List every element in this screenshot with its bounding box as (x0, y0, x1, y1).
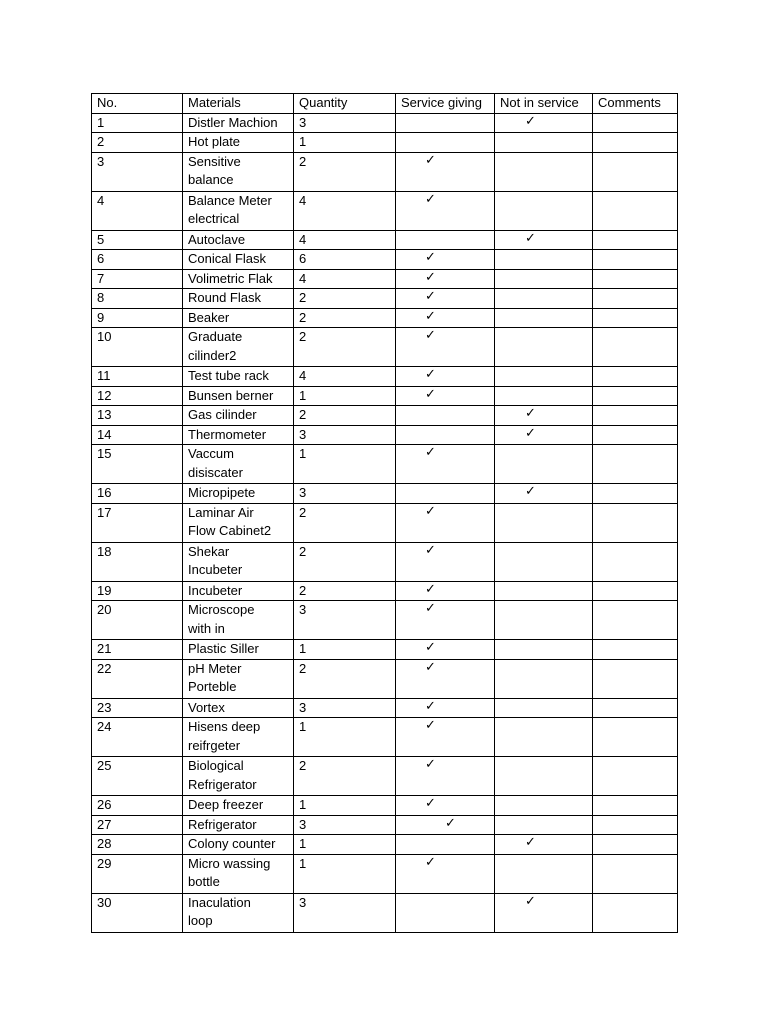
quantity-cell: 6 (294, 250, 396, 270)
row-number-cell: 4 (92, 191, 183, 230)
row-number-cell: 9 (92, 308, 183, 328)
comments-cell (593, 113, 678, 133)
row-number-cell: 27 (92, 815, 183, 835)
comments-cell (593, 601, 678, 640)
table-row (92, 581, 678, 601)
table-row (92, 289, 678, 309)
row-number-cell: 28 (92, 835, 183, 855)
checkmark-icon: ✓ (425, 757, 436, 772)
quantity-cell: 4 (294, 191, 396, 230)
material-cell (183, 659, 294, 698)
material-cell (183, 542, 294, 581)
service-giving-cell (396, 718, 495, 757)
comments-cell (593, 230, 678, 250)
material-line: cilinder2 (188, 347, 237, 363)
material-cell (183, 367, 294, 387)
material-line: loop (188, 913, 213, 928)
comments-cell (593, 893, 678, 932)
header-quantity: Quantity (294, 94, 396, 114)
not-in-service-cell (495, 718, 593, 757)
row-number-cell: 22 (92, 659, 183, 698)
material-cell (183, 308, 294, 328)
table-row (92, 230, 678, 250)
checkmark-icon: ✓ (425, 854, 436, 870)
quantity-cell: 2 (294, 289, 396, 309)
material-line: Sensitive (188, 153, 241, 169)
checkmark-icon: ✓ (425, 581, 436, 597)
table-row (92, 425, 678, 445)
material-line: Biological (188, 758, 244, 773)
material-cell (183, 718, 294, 757)
row-number-cell: 8 (92, 289, 183, 309)
material-line: bottle (188, 874, 220, 889)
comments-cell (593, 367, 678, 387)
material-cell (183, 191, 294, 230)
not-in-service-cell (495, 133, 593, 153)
quantity-cell: 3 (294, 113, 396, 133)
material-cell (183, 250, 294, 270)
material-cell (183, 640, 294, 660)
table-row (92, 718, 678, 757)
material-line: Balance Meter (188, 192, 272, 208)
material-line: Vaccum (188, 446, 234, 461)
checkmark-icon: ✓ (425, 191, 436, 207)
service-giving-cell (396, 698, 495, 718)
service-giving-cell (396, 406, 495, 426)
service-giving-cell (396, 269, 495, 289)
not-in-service-cell (495, 113, 593, 133)
quantity-cell: 1 (294, 386, 396, 406)
not-in-service-cell (495, 289, 593, 309)
service-giving-cell (396, 835, 495, 855)
material-cell (183, 406, 294, 426)
material-line: Colony counter (188, 836, 276, 851)
checkmark-icon: ✓ (425, 289, 436, 304)
not-in-service-cell (495, 835, 593, 855)
not-in-service-cell (495, 815, 593, 835)
inventory-table (91, 93, 678, 933)
not-in-service-cell (495, 250, 593, 270)
checkmark-icon: ✓ (525, 835, 536, 850)
row-number-cell: 24 (92, 718, 183, 757)
table-row (92, 113, 678, 133)
table-row (92, 503, 678, 542)
material-cell (183, 425, 294, 445)
material-cell (183, 503, 294, 542)
checkmark-icon: ✓ (425, 328, 436, 343)
table-row (92, 250, 678, 270)
not-in-service-cell (495, 601, 593, 640)
material-cell (183, 269, 294, 289)
quantity-cell: 4 (294, 230, 396, 250)
not-in-service-cell (495, 328, 593, 367)
service-giving-cell (396, 484, 495, 504)
checkmark-icon: ✓ (425, 503, 436, 519)
quantity-cell: 2 (294, 581, 396, 601)
quantity-cell: 2 (294, 406, 396, 426)
not-in-service-cell (495, 542, 593, 581)
material-cell (183, 757, 294, 796)
material-cell (183, 152, 294, 191)
quantity-cell: 2 (294, 659, 396, 698)
header-not-in-service: Not in service (495, 94, 593, 114)
quantity-cell: 4 (294, 269, 396, 289)
material-line: Plastic Siller (188, 641, 259, 656)
material-cell (183, 386, 294, 406)
checkmark-icon: ✓ (425, 542, 436, 558)
service-giving-cell (396, 445, 495, 484)
material-cell (183, 601, 294, 640)
material-cell (183, 698, 294, 718)
service-giving-cell (396, 601, 495, 640)
material-line: Beaker (188, 309, 230, 325)
not-in-service-cell (495, 581, 593, 601)
table-row (92, 191, 678, 230)
material-cell (183, 445, 294, 484)
checkmark-icon: ✓ (425, 308, 436, 324)
row-number-cell: 19 (92, 581, 183, 601)
service-giving-cell (396, 854, 495, 893)
row-number-cell: 23 (92, 698, 183, 718)
comments-cell (593, 815, 678, 835)
quantity-cell: 1 (294, 854, 396, 893)
not-in-service-cell (495, 893, 593, 932)
service-giving-cell (396, 133, 495, 153)
quantity-cell: 3 (294, 893, 396, 932)
material-line: Conical Flask (188, 251, 267, 266)
material-line: Round Flask (188, 290, 261, 305)
comments-cell (593, 152, 678, 191)
header-service-giving: Service giving (396, 94, 495, 114)
material-line: reifrgeter (188, 737, 241, 753)
table-row (92, 796, 678, 816)
checkmark-icon: ✓ (445, 815, 456, 831)
table-row (92, 328, 678, 367)
service-giving-cell (396, 542, 495, 581)
material-line: Micro wassing (188, 855, 271, 871)
not-in-service-cell (495, 191, 593, 230)
material-line: Distler Machion (188, 114, 278, 130)
table-header-row (92, 94, 678, 114)
service-giving-cell (396, 386, 495, 406)
checkmark-icon: ✓ (525, 230, 536, 246)
table-row (92, 601, 678, 640)
comments-cell (593, 308, 678, 328)
table-row (92, 659, 678, 698)
not-in-service-cell (495, 640, 593, 660)
material-line: Laminar Air (188, 504, 254, 520)
material-cell (183, 113, 294, 133)
quantity-cell: 1 (294, 133, 396, 153)
row-number-cell: 15 (92, 445, 183, 484)
table-row (92, 893, 678, 932)
checkmark-icon: ✓ (425, 659, 436, 675)
material-line: with in (188, 620, 225, 636)
quantity-cell: 3 (294, 698, 396, 718)
material-line: Shekar (188, 543, 230, 559)
comments-cell (593, 542, 678, 581)
material-cell (183, 835, 294, 855)
service-giving-cell (396, 113, 495, 133)
comments-cell (593, 386, 678, 406)
material-line: Incubeter (188, 582, 243, 598)
material-line: Refrigerator (188, 816, 257, 832)
table-row (92, 133, 678, 153)
not-in-service-cell (495, 308, 593, 328)
table-row (92, 542, 678, 581)
checkmark-icon: ✓ (425, 640, 436, 655)
material-line: Test tube rack (188, 368, 269, 383)
table-row (92, 640, 678, 660)
row-number-cell: 25 (92, 757, 183, 796)
table-body (92, 113, 678, 932)
service-giving-cell (396, 757, 495, 796)
header-comments: Comments (593, 94, 678, 114)
row-number-cell: 17 (92, 503, 183, 542)
checkmark-icon: ✓ (425, 601, 436, 616)
row-number-cell: 26 (92, 796, 183, 816)
table-row (92, 308, 678, 328)
comments-cell (593, 425, 678, 445)
table-row (92, 854, 678, 893)
checkmark-icon: ✓ (425, 386, 436, 402)
material-line: Vortex (188, 699, 225, 715)
not-in-service-cell (495, 425, 593, 445)
checkmark-icon: ✓ (525, 113, 536, 129)
not-in-service-cell (495, 230, 593, 250)
checkmark-icon: ✓ (425, 152, 436, 168)
service-giving-cell (396, 425, 495, 445)
comments-cell (593, 133, 678, 153)
service-giving-cell (396, 367, 495, 387)
material-line: Refrigerator (188, 776, 257, 792)
table-row (92, 698, 678, 718)
quantity-cell: 4 (294, 367, 396, 387)
material-cell (183, 289, 294, 309)
row-number-cell: 3 (92, 152, 183, 191)
comments-cell (593, 659, 678, 698)
quantity-cell: 2 (294, 308, 396, 328)
service-giving-cell (396, 503, 495, 542)
checkmark-icon: ✓ (425, 250, 436, 265)
quantity-cell: 1 (294, 835, 396, 855)
row-number-cell: 16 (92, 484, 183, 504)
row-number-cell: 11 (92, 367, 183, 387)
checkmark-icon: ✓ (425, 718, 436, 733)
row-number-cell: 1 (92, 113, 183, 133)
row-number-cell: 29 (92, 854, 183, 893)
table-row (92, 386, 678, 406)
material-line: Incubeter (188, 562, 243, 577)
material-line: Volimetric Flak (188, 270, 273, 286)
material-cell (183, 796, 294, 816)
material-line: Thermometer (188, 426, 267, 442)
material-line: balance (188, 172, 234, 187)
table-row (92, 815, 678, 835)
material-line: Hisens deep (188, 719, 261, 734)
row-number-cell: 13 (92, 406, 183, 426)
table-row (92, 757, 678, 796)
header-no: No. (92, 94, 183, 114)
not-in-service-cell (495, 854, 593, 893)
service-giving-cell (396, 230, 495, 250)
inventory-table-container (91, 93, 677, 933)
not-in-service-cell (495, 757, 593, 796)
not-in-service-cell (495, 367, 593, 387)
material-line: Deep freezer (188, 797, 264, 812)
row-number-cell: 18 (92, 542, 183, 581)
not-in-service-cell (495, 406, 593, 426)
service-giving-cell (396, 328, 495, 367)
not-in-service-cell (495, 698, 593, 718)
row-number-cell: 20 (92, 601, 183, 640)
checkmark-icon: ✓ (525, 484, 536, 499)
material-line: Microscope (188, 602, 255, 617)
header-materials: Materials (183, 94, 294, 114)
table-row (92, 484, 678, 504)
service-giving-cell (396, 893, 495, 932)
table-row (92, 152, 678, 191)
not-in-service-cell (495, 152, 593, 191)
service-giving-cell (396, 815, 495, 835)
material-cell (183, 328, 294, 367)
row-number-cell: 10 (92, 328, 183, 367)
quantity-cell: 2 (294, 328, 396, 367)
not-in-service-cell (495, 269, 593, 289)
material-cell (183, 484, 294, 504)
table-row (92, 445, 678, 484)
not-in-service-cell (495, 386, 593, 406)
comments-cell (593, 269, 678, 289)
comments-cell (593, 854, 678, 893)
quantity-cell: 1 (294, 718, 396, 757)
comments-cell (593, 250, 678, 270)
quantity-cell: 2 (294, 757, 396, 796)
service-giving-cell (396, 289, 495, 309)
comments-cell (593, 503, 678, 542)
comments-cell (593, 698, 678, 718)
material-cell (183, 133, 294, 153)
quantity-cell: 3 (294, 425, 396, 445)
material-line: disiscater (188, 464, 243, 480)
material-line: Bunsen berner (188, 387, 274, 403)
comments-cell (593, 445, 678, 484)
comments-cell (593, 718, 678, 757)
service-giving-cell (396, 308, 495, 328)
comments-cell (593, 289, 678, 309)
comments-cell (593, 328, 678, 367)
row-number-cell: 14 (92, 425, 183, 445)
table-row (92, 367, 678, 387)
comments-cell (593, 640, 678, 660)
row-number-cell: 5 (92, 230, 183, 250)
quantity-cell: 3 (294, 815, 396, 835)
not-in-service-cell (495, 503, 593, 542)
quantity-cell: 3 (294, 484, 396, 504)
quantity-cell: 1 (294, 445, 396, 484)
service-giving-cell (396, 581, 495, 601)
material-cell (183, 815, 294, 835)
checkmark-icon: ✓ (425, 367, 436, 382)
material-line: Gas cilinder (188, 407, 257, 422)
quantity-cell: 3 (294, 601, 396, 640)
checkmark-icon: ✓ (525, 406, 536, 421)
service-giving-cell (396, 250, 495, 270)
material-cell (183, 854, 294, 893)
comments-cell (593, 191, 678, 230)
service-giving-cell (396, 152, 495, 191)
table-row (92, 406, 678, 426)
comments-cell (593, 835, 678, 855)
material-line: Porteble (188, 679, 237, 694)
service-giving-cell (396, 659, 495, 698)
table-row (92, 835, 678, 855)
material-line: pH Meter (188, 660, 242, 676)
not-in-service-cell (495, 659, 593, 698)
quantity-cell: 2 (294, 542, 396, 581)
material-line: Flow Cabinet2 (188, 523, 272, 538)
material-cell (183, 893, 294, 932)
material-line: electrical (188, 211, 240, 226)
row-number-cell: 7 (92, 269, 183, 289)
material-line: Micropipete (188, 485, 256, 500)
checkmark-icon: ✓ (525, 425, 536, 441)
material-line: Graduate (188, 329, 243, 344)
checkmark-icon: ✓ (425, 269, 436, 285)
table-row (92, 269, 678, 289)
material-line: Autoclave (188, 231, 246, 247)
checkmark-icon: ✓ (425, 445, 436, 460)
service-giving-cell (396, 191, 495, 230)
material-line: Inaculation (188, 894, 251, 910)
comments-cell (593, 484, 678, 504)
row-number-cell: 6 (92, 250, 183, 270)
checkmark-icon: ✓ (425, 796, 436, 811)
row-number-cell: 30 (92, 893, 183, 932)
row-number-cell: 12 (92, 386, 183, 406)
not-in-service-cell (495, 484, 593, 504)
row-number-cell: 2 (92, 133, 183, 153)
material-line: Hot plate (188, 134, 241, 149)
quantity-cell: 1 (294, 640, 396, 660)
quantity-cell: 1 (294, 796, 396, 816)
comments-cell (593, 757, 678, 796)
comments-cell (593, 796, 678, 816)
material-cell (183, 230, 294, 250)
row-number-cell: 21 (92, 640, 183, 660)
not-in-service-cell (495, 445, 593, 484)
checkmark-icon: ✓ (525, 893, 536, 909)
material-cell (183, 581, 294, 601)
service-giving-cell (396, 796, 495, 816)
comments-cell (593, 406, 678, 426)
not-in-service-cell (495, 796, 593, 816)
comments-cell (593, 581, 678, 601)
quantity-cell: 2 (294, 503, 396, 542)
service-giving-cell (396, 640, 495, 660)
quantity-cell: 2 (294, 152, 396, 191)
checkmark-icon: ✓ (425, 698, 436, 714)
